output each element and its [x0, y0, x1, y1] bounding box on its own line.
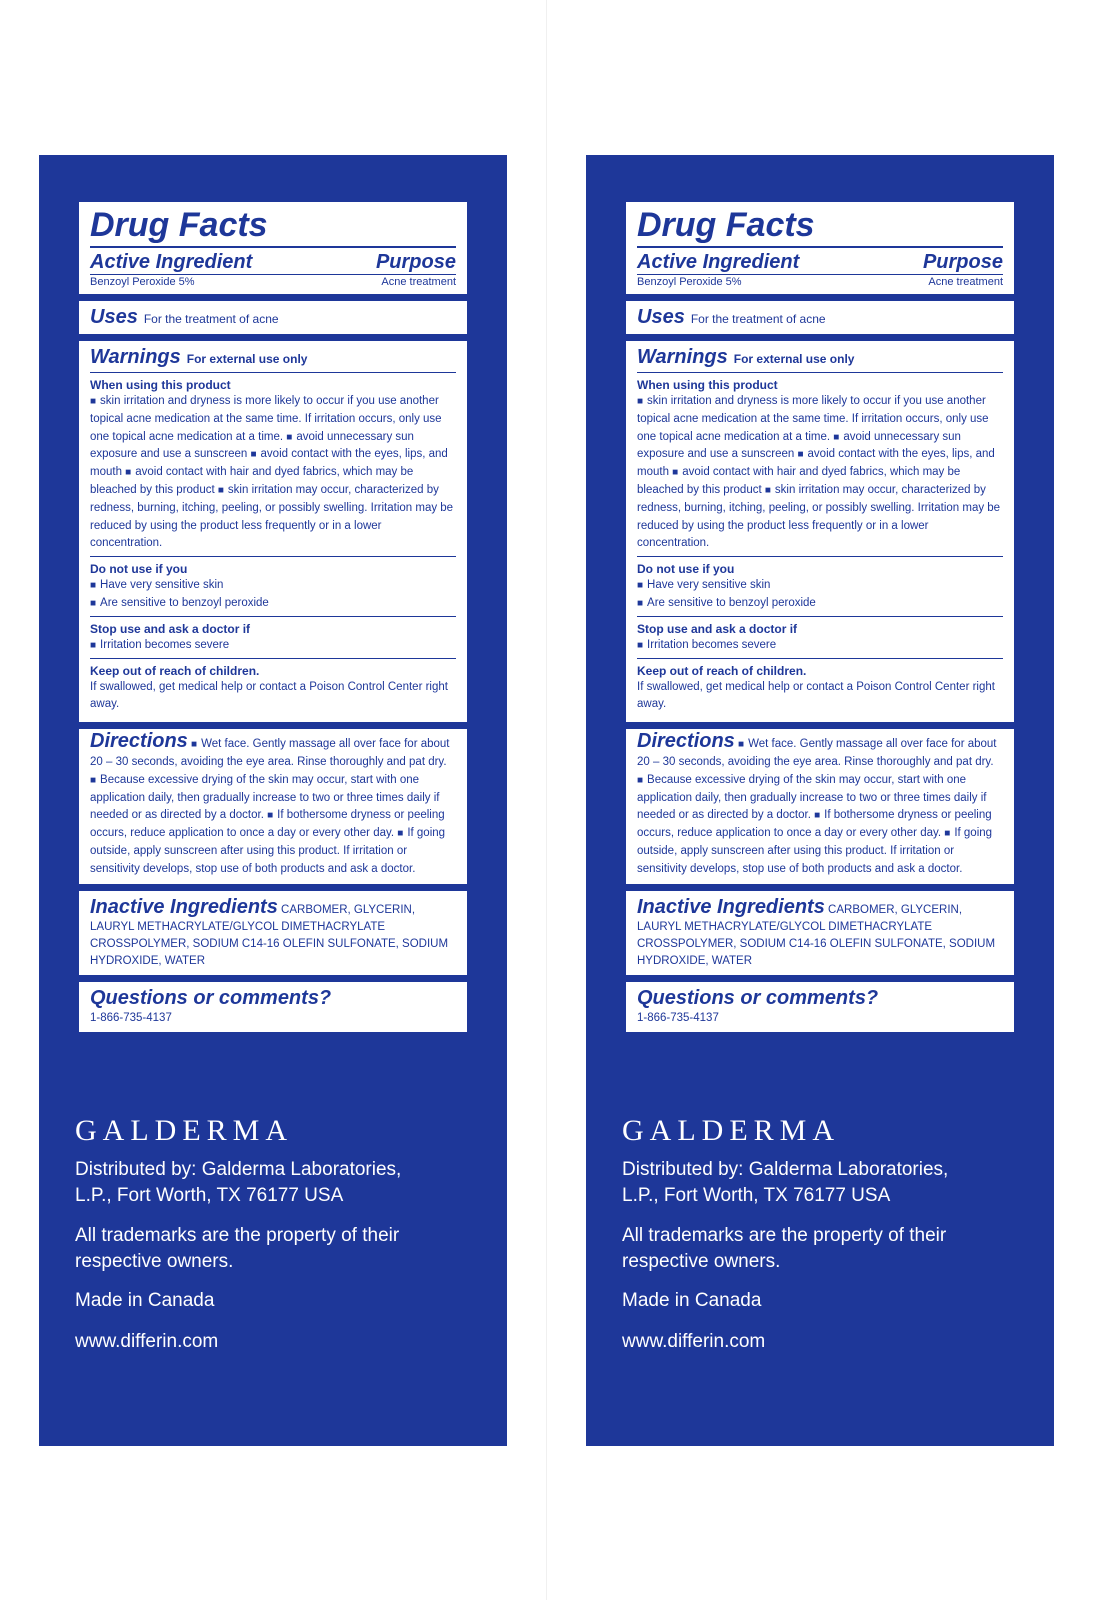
uses-section [626, 301, 1014, 341]
do-not-use-block [637, 557, 1003, 617]
warning-bullet: ■ skin irritation and dryness is more likely to occur if you use another topical acne medication at the same time. If irritation occurs, only use one topical acne medication at a time. [90, 395, 442, 443]
phone-number: 1-866-735-4137 [637, 1011, 719, 1024]
phone-number: 1-866-735-4137 [90, 1011, 172, 1024]
inactive-ingredients-list: CARBOMER, GLYCERIN, LAURYL METHACRYLATE/GLYCOL DIMETHACRYLATE CROSSPOLYMER, SODIUM C14-16 OLEFIN SULFONATE, SODIUM HYDROXIDE, WATER [90, 903, 449, 967]
active-ingredient-row [90, 274, 456, 289]
inactive-ingredients-section [79, 891, 467, 982]
purpose-value: Acne treatment [928, 276, 1003, 288]
do-not-use-item: ■ Have very sensitive skin [637, 577, 1003, 595]
stop-use-label: Stop use and ask a doctor if [90, 621, 251, 636]
when-using-block [637, 373, 1003, 557]
inactive-ingredients-text [90, 895, 456, 970]
inactive-ingredients-text [637, 895, 1003, 970]
keep-out-label: Keep out of reach of children. [90, 663, 260, 678]
when-using-text [637, 393, 1003, 553]
do-not-use-list [637, 577, 1003, 613]
when-using-label: When using this product [637, 378, 778, 392]
active-ingredient-header [637, 250, 1003, 274]
made-in-text: Made in Canada [75, 1290, 215, 1311]
inactive-ingredients-section [626, 891, 1014, 982]
stop-use-list [90, 637, 456, 655]
do-not-use-item: ■ Have very sensitive skin [90, 577, 456, 595]
directions-bullet: ■ Wet face. Gently massage all over face for about 20 – 30 seconds, avoiding the eye area. Rinse thoroughly and pat dry. [90, 738, 450, 768]
warning-bullet: ■ skin irritation may occur, characterized by redness, burning, itching, peeling, or possibly swelling. Irritation may be reduced by using the product less frequently or in a lower concentration. [637, 484, 1000, 549]
active-ingredient-value: Benzoyl Peroxide 5% [637, 276, 742, 288]
warnings-label: Warnings [90, 346, 181, 368]
warning-bullet: ■ avoid unnecessary sun exposure and use a sunscreen [637, 431, 961, 461]
directions-bullet: ■ If going outside, apply sunscreen after using this product. If irritation or sensitivity develops, stop use of both products and ask a doctor. [90, 827, 445, 875]
uses-text: For the treatment of acne [143, 312, 279, 326]
made-in-text: Made in Canada [622, 1290, 762, 1311]
questions-section [626, 982, 1014, 1033]
stop-use-block [637, 617, 1003, 659]
warnings-header [90, 345, 456, 373]
drug-facts-title: Drug Facts [90, 206, 456, 248]
stop-use-item: ■ Irritation becomes severe [90, 637, 456, 655]
questions-label: Questions or comments? [637, 986, 879, 1009]
keep-out-block [637, 659, 1003, 718]
do-not-use-label: Do not use if you [90, 562, 188, 577]
directions-bullet: ■ If bothersome dryness or peeling occurs, reduce application to once a day or every other day. [637, 809, 992, 839]
keep-out-block [90, 659, 456, 718]
when-using-label: When using this product [90, 378, 231, 392]
warning-bullet: ■ avoid contact with hair and dyed fabrics, which may be bleached by this product [90, 466, 413, 496]
questions-label: Questions or comments? [90, 986, 332, 1009]
inactive-ingredients-list: CARBOMER, GLYCERIN, LAURYL METHACRYLATE/GLYCOL DIMETHACRYLATE CROSSPOLYMER, SODIUM C14-16 OLEFIN SULFONATE, SODIUM HYDROXIDE, WATER [637, 903, 996, 967]
stop-use-label: Stop use and ask a doctor if [637, 621, 798, 636]
do-not-use-block [90, 557, 456, 617]
warning-bullet: ■ avoid contact with hair and dyed fabrics, which may be bleached by this product [637, 466, 960, 496]
website-text: www.differin.com [75, 1331, 219, 1352]
warnings-section [79, 341, 467, 729]
galderma-logo: GALDERMA [622, 1114, 840, 1147]
directions-bullet: ■ Because excessive drying of the skin may occur, start with one application daily, then gradually increase to two or three times daily if needed or as directed by a doctor. [637, 774, 986, 822]
drug-facts-title: Drug Facts [637, 206, 1003, 248]
active-ingredient-label: Active Ingredient [637, 251, 800, 273]
do-not-use-list [90, 577, 456, 613]
stop-use-list [637, 637, 1003, 655]
inactive-ingredients-label: Inactive Ingredients [637, 895, 825, 918]
galderma-logo: GALDERMA [75, 1114, 293, 1147]
trademarks-text: All trademarks are the property of their respective owners. [75, 1225, 400, 1272]
website-text: www.differin.com [622, 1331, 766, 1352]
label-panel-right [586, 155, 1054, 1446]
directions-bullet: ■ Wet face. Gently massage all over face for about 20 – 30 seconds, avoiding the eye area. Rinse thoroughly and pat dry. [637, 738, 997, 768]
drug-facts-box [76, 199, 470, 1035]
warnings-label: Warnings [637, 346, 728, 368]
do-not-use-item: ■ Are sensitive to benzoyl peroxide [637, 595, 1003, 613]
warnings-sub: For external use only [733, 352, 855, 366]
active-ingredient-row [637, 274, 1003, 289]
active-ingredient-header [90, 250, 456, 274]
keep-out-text: If swallowed, get medical help or contact a Poison Control Center right away. [90, 680, 448, 711]
directions-text [637, 730, 1003, 878]
uses-label: Uses [90, 306, 138, 328]
questions-section [79, 982, 467, 1033]
stop-use-item: ■ Irritation becomes severe [637, 637, 1003, 655]
directions-section [79, 729, 467, 890]
trademarks-text: All trademarks are the property of their respective owners. [622, 1225, 947, 1272]
purpose-label: Purpose [375, 251, 456, 273]
directions-bullet: ■ Because excessive drying of the skin may occur, start with one application daily, then gradually increase to two or three times daily if needed or as directed by a doctor. [90, 774, 439, 822]
warnings-sub: For external use only [186, 352, 308, 366]
stop-use-block [90, 617, 456, 659]
inactive-ingredients-label: Inactive Ingredients [90, 895, 278, 918]
purpose-value: Acne treatment [381, 276, 456, 288]
keep-out-label: Keep out of reach of children. [637, 663, 807, 678]
uses-text: For the treatment of acne [690, 312, 826, 326]
warnings-header [637, 345, 1003, 373]
directions-bullet: ■ If going outside, apply sunscreen after using this product. If irritation or sensitivity develops, stop use of both products and ask a doctor. [637, 827, 992, 875]
purpose-label: Purpose [922, 251, 1003, 273]
keep-out-text: If swallowed, get medical help or contact a Poison Control Center right away. [637, 680, 995, 711]
directions-label: Directions [90, 730, 188, 753]
warning-bullet: ■ avoid contact with the eyes, lips, and mouth [637, 448, 995, 478]
do-not-use-item: ■ Are sensitive to benzoyl peroxide [90, 595, 456, 613]
directions-bullet: ■ If bothersome dryness or peeling occurs, reduce application to once a day or every other day. [90, 809, 445, 839]
warning-bullet: ■ avoid unnecessary sun exposure and use a sunscreen [90, 431, 414, 461]
warning-bullet: ■ skin irritation may occur, characterized by redness, burning, itching, peeling, or possibly swelling. Irritation may be reduced by using the product less frequently or in a lower concentration. [90, 484, 453, 549]
active-ingredient-section [626, 202, 1014, 301]
directions-label: Directions [637, 730, 735, 753]
warning-bullet: ■ skin irritation and dryness is more likely to occur if you use another topical acne medication at the same time. If irritation occurs, only use one topical acne medication at a time. [637, 395, 989, 443]
uses-section [79, 301, 467, 341]
distributed-by-text: Distributed by: Galderma Laboratories, L.P., Fort Worth, TX 76177 USA [75, 1159, 402, 1206]
drug-facts-box [623, 199, 1017, 1035]
distributed-by-text: Distributed by: Galderma Laboratories, L.P., Fort Worth, TX 76177 USA [622, 1159, 949, 1206]
warning-bullet: ■ avoid contact with the eyes, lips, and mouth [90, 448, 448, 478]
directions-section [626, 729, 1014, 890]
active-ingredient-section [79, 202, 467, 301]
directions-text [90, 730, 456, 878]
active-ingredient-value: Benzoyl Peroxide 5% [90, 276, 195, 288]
active-ingredient-label: Active Ingredient [90, 251, 253, 273]
when-using-block [90, 373, 456, 557]
when-using-text [90, 393, 456, 553]
uses-label: Uses [637, 306, 685, 328]
do-not-use-label: Do not use if you [637, 562, 735, 577]
warnings-section [626, 341, 1014, 729]
fold-line [546, 0, 547, 1600]
label-panel-left [39, 155, 507, 1446]
